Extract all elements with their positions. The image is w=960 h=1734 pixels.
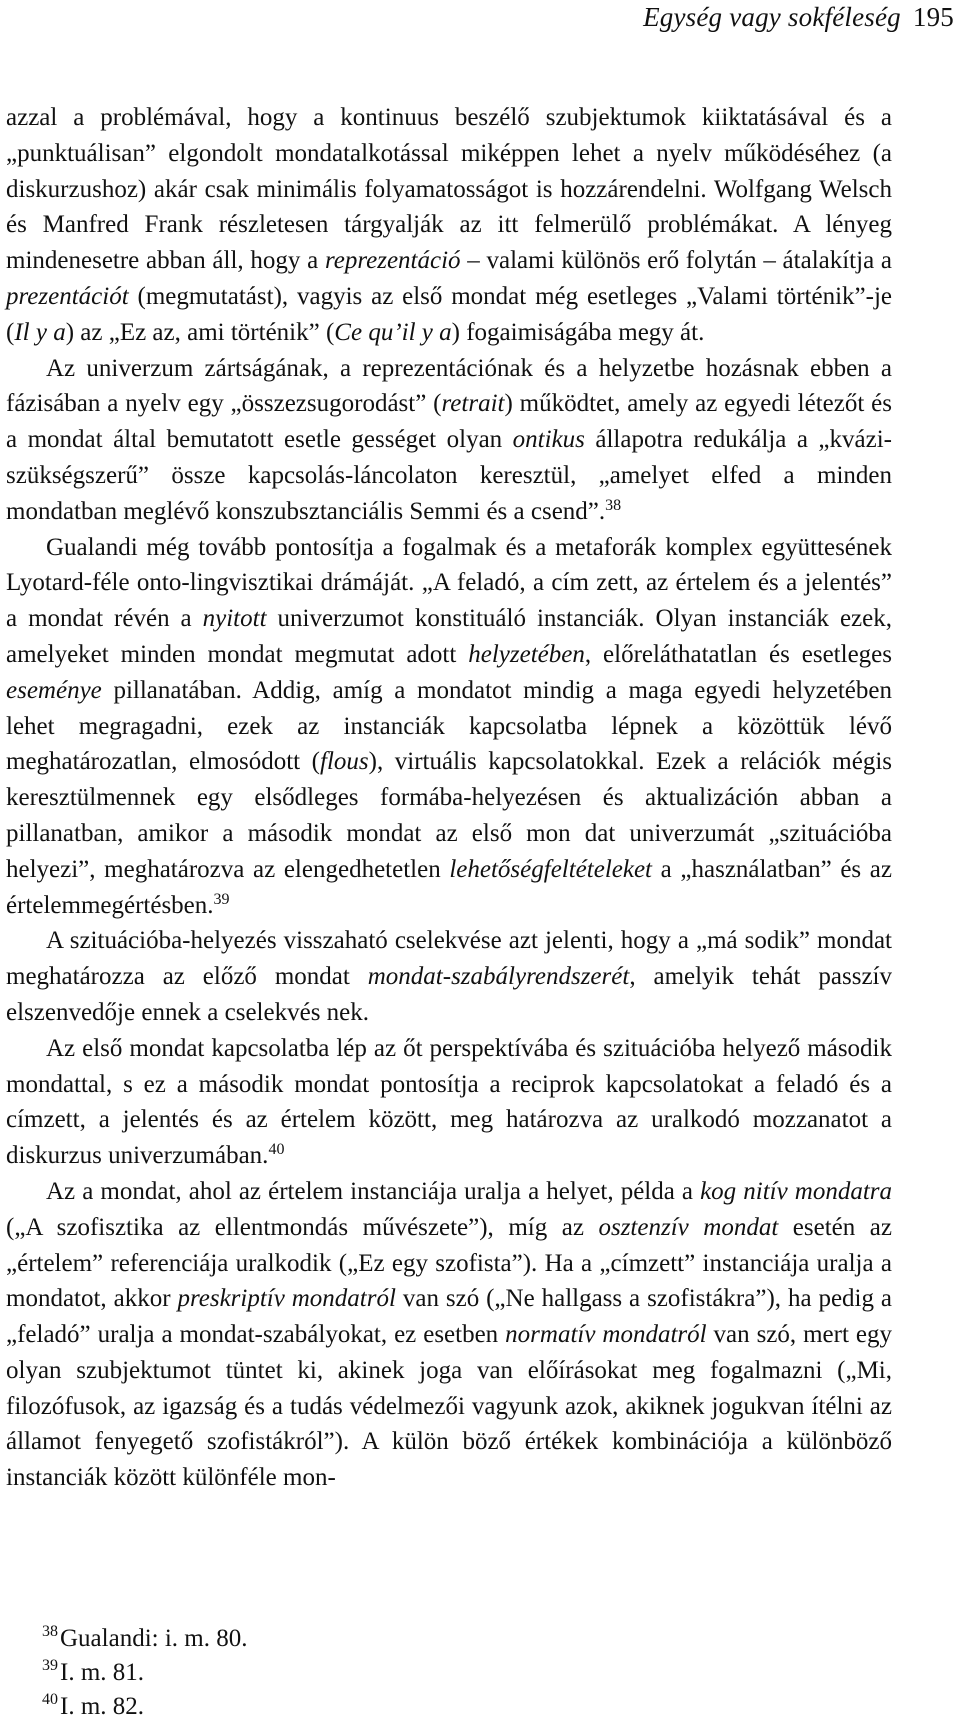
page-number: 195	[912, 2, 954, 32]
italic-run: kog nitív mondatra	[700, 1177, 892, 1205]
text-run: a „használatban” és az értelemmegértésben.	[6, 855, 892, 919]
footnote-number: 39	[42, 1657, 58, 1674]
footnote-ref: 39	[213, 890, 230, 908]
text-run: Az univerzum zártságának, a reprezentációnak és a helyzetbe hozásnak ebben a fázisában a nyelv egy „összezsugorodást” (	[6, 354, 892, 418]
footnote-number: 38	[42, 1623, 58, 1640]
italic-run: preskriptív mondatról	[177, 1285, 396, 1313]
text-run: Gualandi még tovább pontosítja a fogalmak és a metaforák komplex együttesének Lyotard-féle onto-lingvisztikai drámáját. „A feladó, a cím zett, az értelem és a jelentés” a mondat révén a	[6, 533, 892, 633]
italic-run: osztenzív mondat	[598, 1213, 779, 1241]
footnote	[42, 1656, 247, 1690]
footnote-text: Gualandi: i. m. 80.	[60, 1625, 248, 1652]
italic-run: eseménye	[6, 676, 102, 704]
text-run: A szituációba-helyezés visszaható cselekvése azt jelenti, hogy a „má sodik” mondat meghatározza az előző mondat	[6, 927, 892, 991]
paragraph	[6, 530, 892, 924]
italic-run: ontikus	[512, 426, 585, 454]
text-run: pillanatában. Addig, amíg a mondatot mindig a maga egyedi helyzetében lehet megragadni, ezek az instanciák kapcsolatba lépnek a közöttük lévő meghatározatlan, elmosódott (	[6, 676, 892, 776]
running-header	[643, 2, 954, 33]
footnote-text: I. m. 82.	[60, 1693, 145, 1720]
text-run: ) az „Ez az, ami történik” (	[65, 318, 335, 346]
italic-run: Ce qu’il y a	[334, 318, 452, 346]
paragraph	[6, 351, 892, 530]
italic-run: mondat-szabályrendszerét	[367, 963, 630, 991]
text-run: – valami különös erő folytán – átalakítja a	[460, 247, 892, 275]
footnote	[42, 1622, 247, 1656]
text-run: esetén az „értelem” referenciája uralkodik („Ez egy szofista”). Ha a „címzett” instanciája uralja a mondatot, akkor	[6, 1213, 892, 1313]
text-run: Az a mondat, ahol az értelem instanciája uralja a helyet, példa a	[46, 1177, 701, 1205]
paragraph	[6, 923, 892, 1030]
footnote-number: 40	[42, 1691, 58, 1708]
text-run: univerzumot konstituáló instanciák. Olyan instanciák ezek, amelyeket minden mondat megmutat adott	[6, 605, 892, 668]
italic-run: nyitott	[202, 605, 267, 633]
text-run: , előreláthatatlan és esetleges	[584, 640, 892, 668]
paragraph	[6, 100, 892, 351]
footnote-ref: 40	[268, 1141, 285, 1159]
italic-run: retrait	[441, 390, 505, 418]
footnote-ref: 38	[605, 496, 622, 514]
italic-run: lehetőségfeltételeket	[449, 855, 653, 883]
text-run: van szó, mert egy olyan szubjektumot tüntet ki, akinek joga van előírásokat meg fogalmazni („Mi, filozófusok, az igazság és a tudás védelmezői vagyunk azok, akiknek jogukvan ítélni az államot fenyegető szofistákról”). A külön böző értékek kombinációja a különböző instanciák között különféle mon-	[6, 1321, 892, 1492]
body-text	[6, 100, 892, 1496]
text-run: ), virtuális kapcsolatokkal. Ezek a relációk mégis keresztülmennek egy elsődleges formába-helyezésen és aktualizáción abban a pillanatban, amikor a második mondat az első mon dat univerzumát „szituációba helyezi”, meghatározva az elengedhetetlen	[6, 748, 892, 883]
italic-run: reprezentáció	[324, 247, 461, 275]
italic-run: normatív mondatról	[505, 1321, 707, 1349]
text-run: („A szofisztika az ellentmondás művészete”), míg az	[6, 1213, 599, 1241]
footnotes	[42, 1622, 247, 1724]
paragraph	[6, 1174, 892, 1496]
text-run: (megmutatást), vagyis az első mondat még esetleges „Valami történik”-je (	[6, 282, 892, 346]
paragraph	[6, 1031, 892, 1174]
italic-run: helyzetében	[468, 640, 585, 668]
text-run: ) működtet, amely az egyedi létezőt és a mondat által bemutatott esetle gességet olyan	[6, 390, 892, 454]
text-run: van szó („Ne hallgass a szofistákra”), ha pedig a „feladó” uralja a mondat-szabályokat, ez esetben	[6, 1285, 893, 1349]
italic-run: flous	[320, 748, 369, 776]
text-run: , amelyik tehát passzív elszenvedője ennek a cselekvés nek.	[6, 963, 892, 1026]
text-run: ) fogaimiságába megy át.	[451, 318, 705, 346]
footnote	[42, 1690, 247, 1724]
footnote-text: I. m. 81.	[60, 1659, 145, 1686]
italic-run: Il y a	[14, 318, 66, 346]
text-run: azzal a problémával, hogy a kontinuus beszélő szubjektumok kiiktatásával és a „punktuálisan” elgondolt mondatalkotással miképpen lehet a nyelv működéséhez (a diskurzushoz) akár csak minimális folyamatosságot is hozzárendelni. Wolfgang Welsch és Manfred Frank részletesen tárgyalják az itt felmerülő problémákat. A lényeg mindenesetre abban áll, hogy a	[6, 104, 892, 275]
running-title: Egység vagy sokféleség	[643, 2, 901, 32]
text-run: állapotra redukálja a „kvázi-szükségszerű” össze kapcsolás-láncolaton keresztül, „amelyet elfed a minden mondatban meglévő konszubsztanciális Semmi és a csend”.	[6, 426, 892, 525]
text-run: Az első mondat kapcsolatba lép az őt perspektívába és szituációba helyező második mondattal, s ez a második mondat pontosítja a reciprok kapcsolatokat a feladó és a címzett, a jelentés és az értelem között, meg határozva az uralkodó mozzanatot a diskurzus univerzumában.	[6, 1034, 892, 1170]
italic-run: prezentációt	[6, 282, 129, 310]
